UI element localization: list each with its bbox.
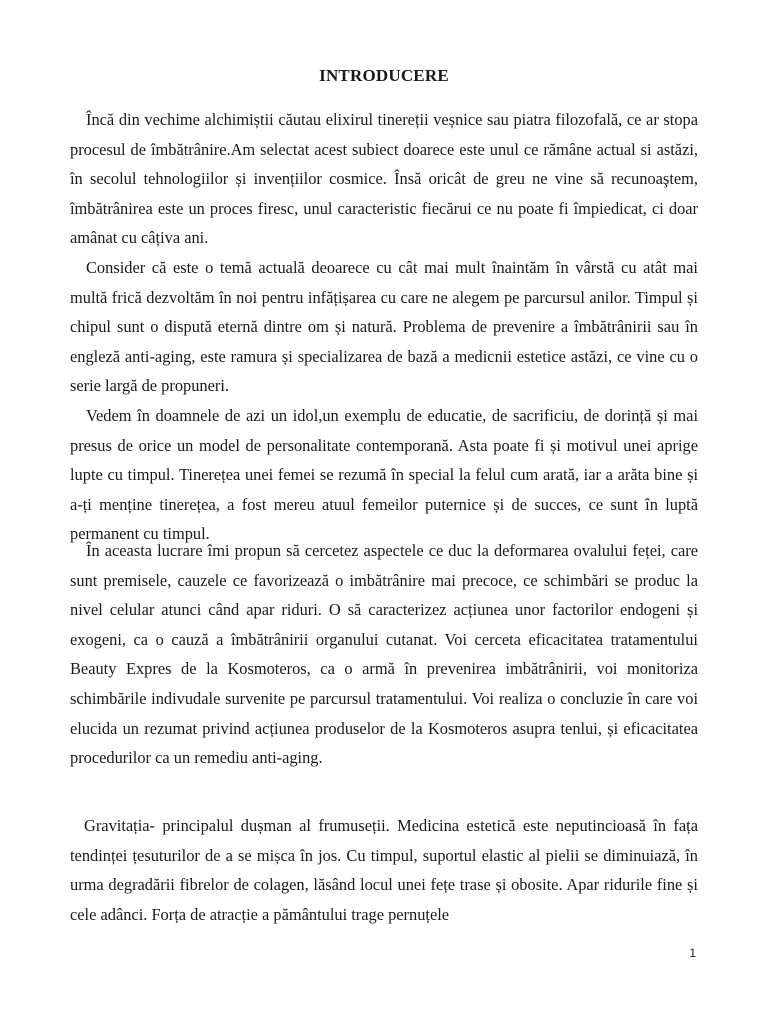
paragraph-4: În aceasta lucrare îmi propun să cercetez aspectele ce duc la deformarea ovalului feței, care sunt premisele, cauzele ce favorizează o imbătrânire mai precoce, ce schimbări se produc la nivel celular atunci când apar riduri. O să caracterizez acțiunea unor factorilor endogeni și exogeni, ca o cauză a îmbătrânirii organului cutanat. Voi cerceta eficacitatea tratamentului Beauty Expres de la Kosmoteros, ca o armă în prevenirea imbătrânirii, voi monitoriza schimbările indivudale survenite pe parcursul tratamentului. Voi realiza o concluzie în care voi elucida un rezumat privind acțiunea produselor de la Kosmoteros asupra tenlui, și eficacitatea procedurilor ca un remediu anti-aging. bbox=[70, 541, 698, 768]
paragraph-1: Încă din vechime alchimiștii căutau elixirul tinereții veșnice sau piatra filozofală, ce ar stopa procesul de îmbătrânire.Am selectat acest subiect doarece este unul ce rămâne actual si astăzi, în secolul tehnologiilor și invențiilor cosmice. Însă oricât de greu ne vine să recunoaştem, îmbătrânirea este un proces firesc, unul caracteristic fiecărui ce nu poate fi împiedicat, ci doar amânat cu câțiva ani. bbox=[70, 110, 698, 248]
paragraph-2: Consider că este o temă actuală deoarece cu cât mai mult înaintăm în vârstă cu atât mai multă frică dezvoltăm în noi pentru infățișarea cu care ne alegem pe parcursul anilor. Timpul și chipul sunt o dispută eternă dintre om și natură. Problema de prevenire a îmbătrânirii sau în engleză anti-aging, este ramura și specializarea de bază a medicnii estetice astăzi, ce vine cu o serie largă de propuneri. bbox=[70, 258, 698, 396]
page-number: 1 bbox=[689, 946, 696, 960]
paragraph-3: Vedem în doamnele de azi un idol,un exemplu de educatie, de sacrificiu, de dorință și mai presus de orice un model de personalitate contemporană. Asta poate fi și motivul unei aprige lupte cu timpul. Tinerețea unei femei se rezumă în special la felul cum arată, iar a arăta bine și a-ți menține tinerețea, a fost mereu atuul femeilor puternice și de succes, ce sunt în luptă permanent cu timpul. bbox=[70, 406, 698, 544]
paragraph-5: Gravitația- principalul dușman al frumuseții. Medicina estetică este neputincioasă în fața tendinței țesuturilor de a se mișca în jos. Cu timpul, suportul elastic al pielii se diminuiază, în urma degradării fibrelor de colagen, lăsând locul unei fețe trase și obosite. Apar ridurile fine și cele adânci. Forța de atracție a pământului trage pernuțele bbox=[70, 816, 698, 924]
page-title: INTRODUCERE bbox=[319, 66, 449, 85]
